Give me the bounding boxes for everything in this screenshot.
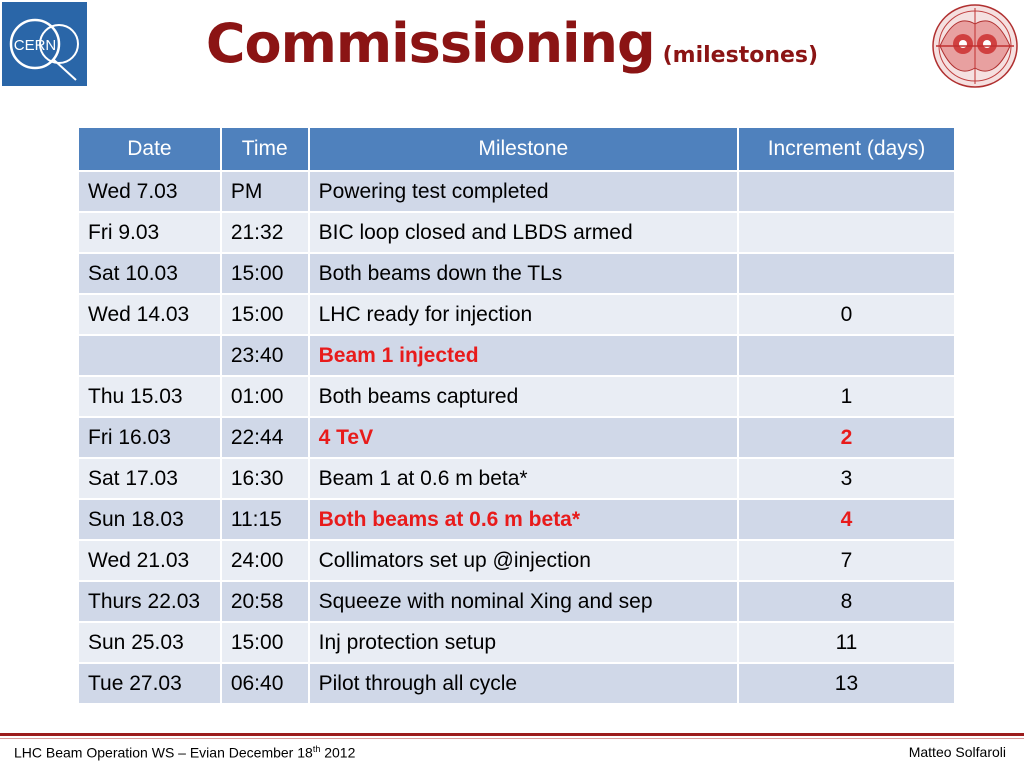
- table-row: [78, 540, 955, 581]
- cell-time: 23:40: [221, 335, 309, 376]
- cell-increment: 13: [738, 663, 955, 704]
- svg-text:CERN: CERN: [13, 37, 57, 54]
- cell-increment: [738, 212, 955, 253]
- cell-time: 06:40: [221, 663, 309, 704]
- cell-date: Sun 18.03: [78, 499, 221, 540]
- cell-date: Thurs 22.03: [78, 581, 221, 622]
- cell-date: Fri 9.03: [78, 212, 221, 253]
- footer-divider: [0, 733, 1024, 736]
- cell-increment: 7: [738, 540, 955, 581]
- cell-milestone: LHC ready for injection: [309, 294, 738, 335]
- cell-milestone: Squeeze with nominal Xing and sep: [309, 581, 738, 622]
- title-sub: (milestones): [662, 43, 819, 68]
- footer-event-year: 2012: [320, 744, 356, 761]
- table-header-row: [78, 127, 955, 171]
- table-row: [78, 212, 955, 253]
- table-row: [78, 253, 955, 294]
- cell-increment: [738, 253, 955, 294]
- cell-date: Sat 10.03: [78, 253, 221, 294]
- cell-date: Thu 15.03: [78, 376, 221, 417]
- cell-increment: 2: [738, 417, 955, 458]
- cell-date: Wed 21.03: [78, 540, 221, 581]
- slide-title: [0, 12, 1024, 75]
- table-row: [78, 417, 955, 458]
- cell-milestone: Beam 1 at 0.6 m beta*: [309, 458, 738, 499]
- cell-time: 01:00: [221, 376, 309, 417]
- header-date: Date: [78, 127, 221, 171]
- table-row: [78, 171, 955, 212]
- cell-date: Sun 25.03: [78, 622, 221, 663]
- cell-time: 20:58: [221, 581, 309, 622]
- cell-time: 15:00: [221, 622, 309, 663]
- cell-milestone: Beam 1 injected: [309, 335, 738, 376]
- cell-increment: [738, 171, 955, 212]
- cell-milestone: 4 TeV: [309, 417, 738, 458]
- cell-increment: 1: [738, 376, 955, 417]
- cell-milestone: BIC loop closed and LBDS armed: [309, 212, 738, 253]
- table-row: [78, 335, 955, 376]
- cell-date: Wed 14.03: [78, 294, 221, 335]
- cell-time: 15:00: [221, 253, 309, 294]
- cell-time: 11:15: [221, 499, 309, 540]
- header-time: Time: [221, 127, 309, 171]
- milestones-table: [77, 126, 956, 705]
- cell-milestone: Collimators set up @injection: [309, 540, 738, 581]
- cell-milestone: Powering test completed: [309, 171, 738, 212]
- cell-increment: 8: [738, 581, 955, 622]
- table-row: [78, 663, 955, 704]
- header-increment: Increment (days): [738, 127, 955, 171]
- cell-time: 16:30: [221, 458, 309, 499]
- table-row: [78, 294, 955, 335]
- footer-event-sup: th: [312, 744, 321, 754]
- cell-time: 21:32: [221, 212, 309, 253]
- footer-author: Matteo Solfaroli: [908, 744, 1006, 760]
- cell-increment: [738, 335, 955, 376]
- cell-date: [78, 335, 221, 376]
- cell-increment: 3: [738, 458, 955, 499]
- cell-increment: 0: [738, 294, 955, 335]
- cell-increment: 11: [738, 622, 955, 663]
- cell-time: PM: [221, 171, 309, 212]
- table-row: [78, 581, 955, 622]
- cell-milestone: Pilot through all cycle: [309, 663, 738, 704]
- cell-milestone: Inj protection setup: [309, 622, 738, 663]
- table-row: [78, 376, 955, 417]
- cell-time: 24:00: [221, 540, 309, 581]
- table-row: [78, 458, 955, 499]
- cell-date: Fri 16.03: [78, 417, 221, 458]
- cell-time: 22:44: [221, 417, 309, 458]
- cell-time: 15:00: [221, 294, 309, 335]
- footer-event-text: LHC Beam Operation WS – Evian December 18: [14, 744, 313, 761]
- cell-date: Sat 17.03: [78, 458, 221, 499]
- table-row: [78, 499, 955, 540]
- header-milestone: Milestone: [309, 127, 738, 171]
- cell-date: Wed 7.03: [78, 171, 221, 212]
- cell-milestone: Both beams down the TLs: [309, 253, 738, 294]
- cell-milestone: Both beams at 0.6 m beta*: [309, 499, 738, 540]
- footer-event: [14, 744, 355, 761]
- table-row: [78, 622, 955, 663]
- cell-milestone: Both beams captured: [309, 376, 738, 417]
- cell-increment: 4: [738, 499, 955, 540]
- cell-date: Tue 27.03: [78, 663, 221, 704]
- footer-divider-thin: [0, 738, 1024, 739]
- title-main: Commissioning: [205, 12, 655, 75]
